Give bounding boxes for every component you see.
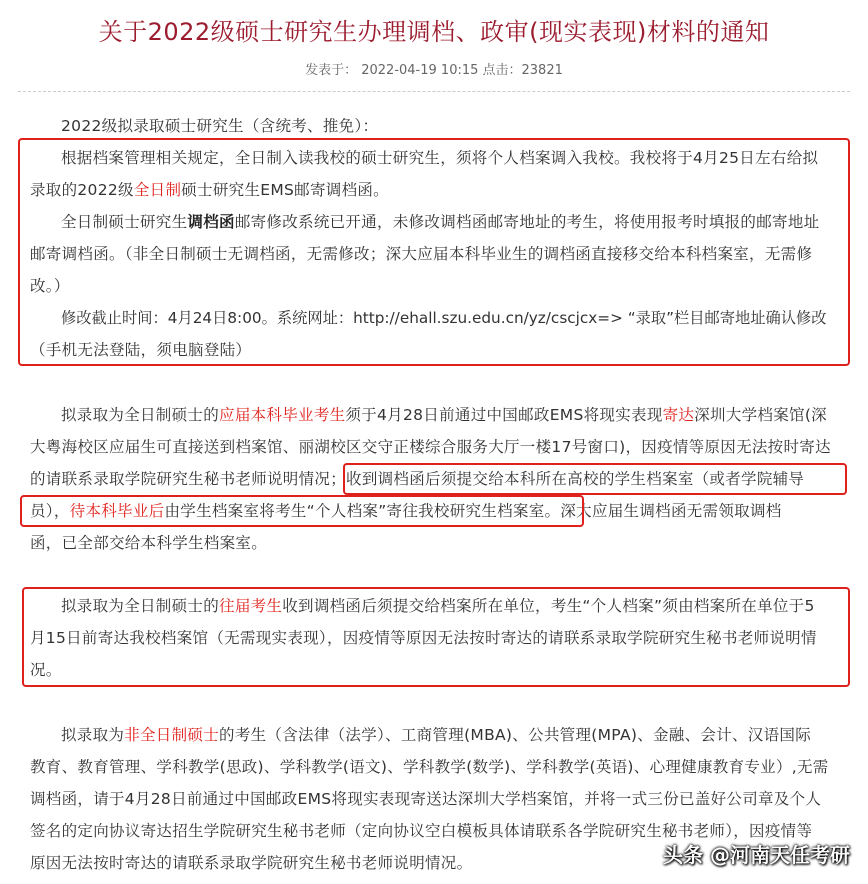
paragraph-6-line-1 <box>61 725 811 745</box>
highlight-after-graduation: 待本科毕业后 <box>69 502 165 520</box>
paragraph-4-line-3 <box>30 469 804 489</box>
text: 录取的2022级 <box>30 181 134 199</box>
watermark: 头条 @河南天任考研 <box>663 843 850 867</box>
paragraph-4-line-5: 函，已全部交给本科学生档案室。 <box>30 534 268 552</box>
text: 深大应届生调档函无需领取调档 <box>560 502 782 520</box>
text: 全日制硕士研究生 <box>61 213 188 231</box>
paragraph-4-line-1 <box>61 405 827 425</box>
paragraph-1-line-2 <box>30 180 389 200</box>
highlight-deliver: 寄达 <box>662 406 695 424</box>
article-title: 关于2022级硕士研究生办理调档、政审(现实表现)材料的通知 <box>98 18 770 46</box>
paragraph-4-line-2: 大粤海校区应届生可直接送到档案馆、丽湖校区交守正楼综合服务大厅一楼17号窗口)，因疫情等原因无法按时寄达 <box>30 438 831 456</box>
highlight-fulltime: 全日制 <box>133 181 182 199</box>
paragraph-3-line-2: （手机无法登陆，须电脑登陆） <box>30 341 252 359</box>
paragraph-5-line-1 <box>61 596 815 616</box>
text: 深圳大学档案馆(深 <box>694 406 827 424</box>
text: 的考生（含法律（法学）、工商管理(MBA)、公共管理(MPA)、金融、会计、汉语国际 <box>219 726 811 744</box>
paragraph-3-line-1: 修改截止时间：4月24日8:00。系统网址：http://ehall.szu.edu.cn/yz/cscjcx=> “录取”栏目邮寄地址确认修改 <box>61 309 827 327</box>
paragraph-5-line-3: 况。 <box>30 661 62 679</box>
bold-transfer-letter: 调档函 <box>187 213 235 231</box>
greeting-line: 2022级拟录取硕士研究生（含统考、推免）： <box>61 117 379 135</box>
paragraph-4-line-4 <box>30 501 782 521</box>
paragraph-2-line-2: 邮寄调档函。（非全日制硕士无调档函，无需修改；深大应届本科毕业生的调档函直接移交给本科档案室，无需修 <box>30 245 813 263</box>
text: 拟录取为 <box>61 726 125 744</box>
paragraph-6-line-3: 调档函，请于4月28日前通过中国邮政EMS将现实表现寄送达深圳大学档案馆，并将一式三份已盖好公司章及个人 <box>30 790 822 808</box>
highlight-previous: 往届考生 <box>219 597 283 615</box>
text: 收到调档函后须提交给本科所在高校的学生档案室（或者学院辅导 <box>346 470 805 488</box>
highlight-parttime: 非全日制硕士 <box>124 726 220 744</box>
paragraph-1-line-1: 根据档案管理相关规定，全日制入读我校的硕士研究生，须将个人档案调入我校。我校将于4月25日左右给拟 <box>61 149 819 167</box>
paragraph-6-line-5: 原因无法按时寄达的请联系录取学院研究生秘书老师说明情况。 <box>30 854 473 872</box>
article-meta: 发表于： 2022-04-19 10:15 点击：23821 <box>305 63 563 78</box>
text: 拟录取为全日制硕士的 <box>61 597 220 615</box>
text: 邮寄修改系统已开通，未修改调档函邮寄地址的考生，将使用报考时填报的邮寄地址 <box>234 213 820 231</box>
paragraph-6-line-4: 签名的定向协议寄达招生学院研究生秘书老师（定向协议空白模板具体请联系各学院研究生秘书老师），因疫情等 <box>30 822 813 840</box>
paragraph-5-line-2: 月15日前寄达我校档案馆（无需现实表现），因疫情等原因无法按时寄达的请联系录取学院研究生秘书老师说明情 <box>30 629 817 647</box>
divider <box>18 91 850 92</box>
text: 由学生档案室将考生“个人档案”寄往我校研究生档案室。 <box>164 502 561 520</box>
paragraph-2-line-3: 改。） <box>30 277 70 295</box>
text: 员）， <box>30 502 70 520</box>
paragraph-6-line-2: 教育、教育管理、学科教学(思政)、学科教学(语文)、学科教学(数学)、学科教学(英语)、心理健康教育专业）,无需 <box>30 758 829 776</box>
text: 须于4月28日前通过中国邮政EMS将现实表现 <box>345 406 663 424</box>
text: 的请联系录取学院研究生秘书老师说明情况； <box>30 470 347 488</box>
paragraph-2-line-1 <box>61 212 819 232</box>
text: 拟录取为全日制硕士的 <box>61 406 220 424</box>
highlight-graduating: 应届本科毕业考生 <box>219 406 346 424</box>
text: 收到调档函后须提交给档案所在单位，考生“个人档案”须由档案所在单位于5 <box>282 597 815 615</box>
text: 硕士研究生EMS邮寄调档函。 <box>181 181 389 199</box>
